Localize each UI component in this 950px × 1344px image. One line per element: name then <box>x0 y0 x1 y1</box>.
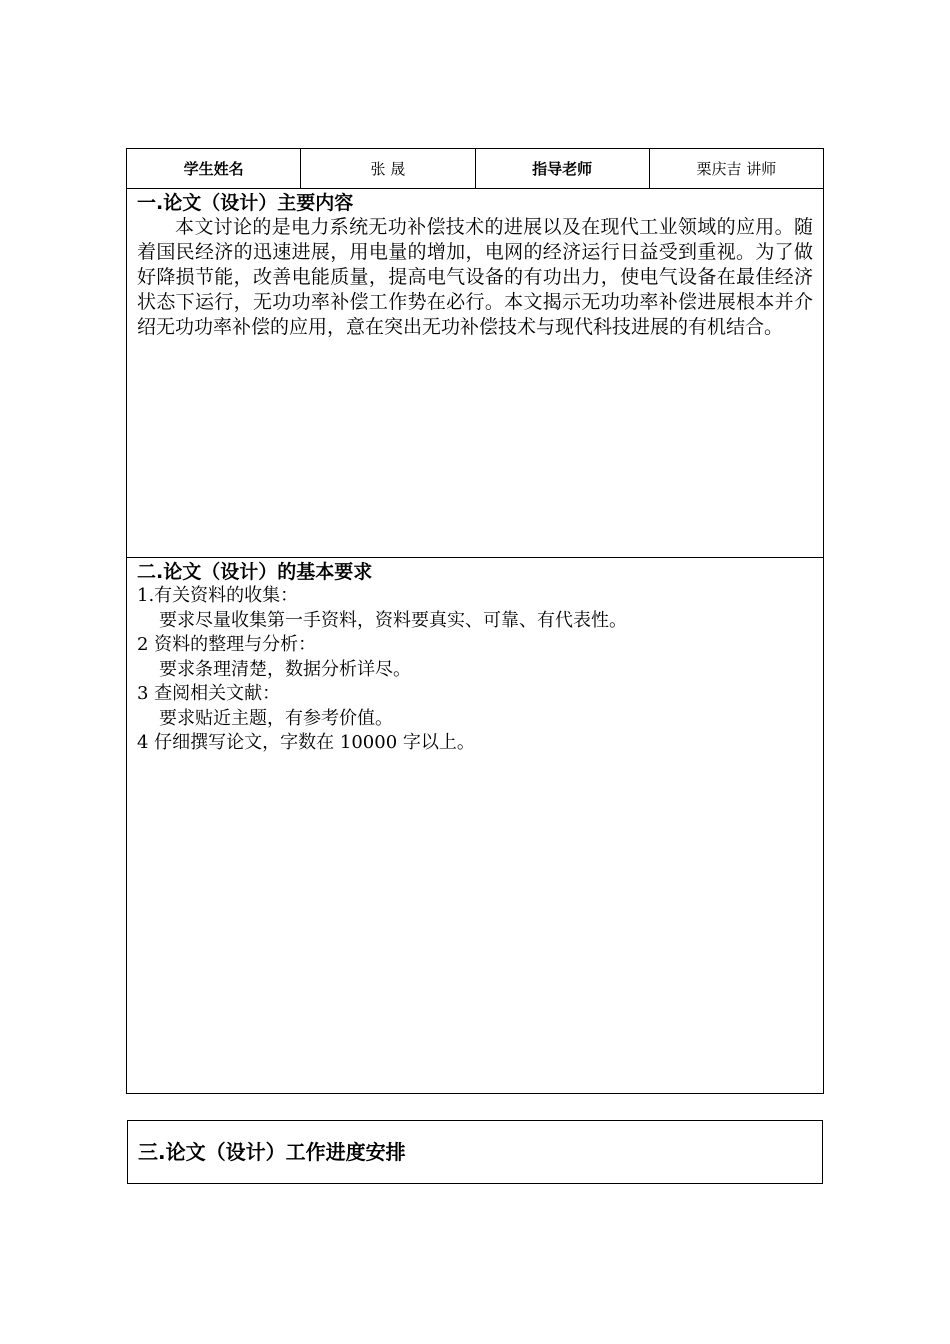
requirement-heading: 2 资料的整理与分析： <box>137 634 317 655</box>
requirement-item <box>137 731 813 756</box>
schedule-title: 三.论文（设计）工作进度安排 <box>138 1140 406 1164</box>
requirement-item <box>137 633 813 682</box>
main-content-paragraph: 本文讨论的是电力系统无功补偿技术的进展以及在现代工业领域的应用。随着国民经济的迅速进展，用电量的增加，电网的经济运行日益受到重视。为了做好降损节能，改善电能质量，提高电气设备的有功出力，使电气设备在最佳经济状态下运行，无功功率补偿工作势在必行。本文揭示无功功率补偿进展根本并介绍无功功率补偿的应用，意在突出无功补偿技术与现代科技进展的有机结合。 <box>137 216 813 338</box>
requirement-item <box>137 682 813 731</box>
main-content-title: 一.论文（设计）主要内容 <box>137 192 354 214</box>
schedule-section <box>127 1120 823 1184</box>
requirement-heading: 4 仔细撰写论文，字数在 10000 字以上。 <box>137 732 475 753</box>
student-name-value: 张 晟 <box>301 149 475 188</box>
requirements-list <box>137 584 813 756</box>
requirement-detail: 要求贴近主题，有参考价值。 <box>159 707 393 729</box>
advisor-label: 指导老师 <box>476 149 650 188</box>
basic-requirements-section <box>127 558 823 1095</box>
requirement-detail: 要求条理清楚，数据分析详尽。 <box>159 658 411 680</box>
advisor-value: 栗庆吉 讲师 <box>696 160 777 178</box>
requirement-heading: 1.有关资料的收集： <box>137 585 299 606</box>
header-row <box>127 149 823 189</box>
basic-requirements-title: 二.论文（设计）的基本要求 <box>137 561 373 583</box>
student-name-label: 学生姓名 <box>127 149 301 188</box>
requirement-item <box>137 584 813 633</box>
requirement-heading: 3 查阅相关文献： <box>137 683 281 704</box>
requirement-detail: 要求尽量收集第一手资料，资料要真实、可靠、有代表性。 <box>159 609 627 631</box>
main-content-section <box>127 189 823 558</box>
thesis-task-form <box>126 148 824 1094</box>
